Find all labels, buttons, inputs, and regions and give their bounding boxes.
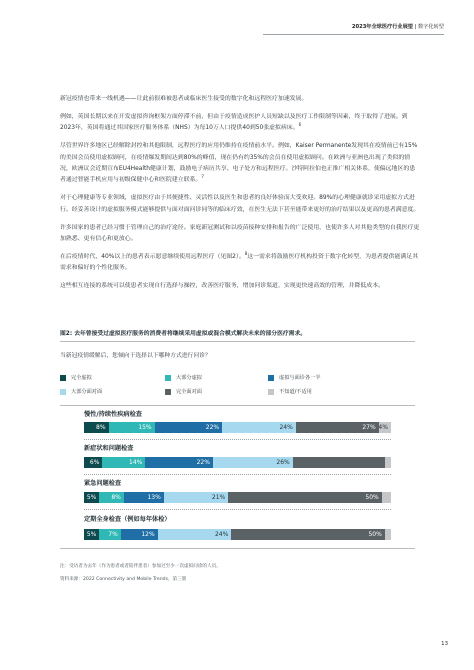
paragraph-2-text: 例如，英国长期以来在开发虚拟咨询框架方面停滞不前，但由于疫情造成医护人员短缺以及医疗工作限制等因素，终于取得了进展。到2023年，英国将通过其国家医疗服务体系（NHS）为每10万人口提供40到50张虚拟病床。 (60, 113, 408, 132)
legend-swatch (60, 375, 66, 381)
stacked-bar (84, 529, 391, 540)
paragraph-7: 这些相互连接的系统可以使患者实现自行选择与操控，改善医疗服务，增加问诊渠道，实现更快速高效的管理，并降低成本。 (60, 283, 384, 290)
data-label: 50% (368, 531, 382, 538)
bar-segment (155, 422, 223, 433)
header-separator: | (413, 24, 419, 30)
paragraph-4: 对于心理健康等专业领域，虚拟医疗由于其便捷性、灵活性以及医生和患者的良好体验而大受欢迎。89%的心理健康就诊采用虚拟方式进行。经妥善设计的虚拟服务模式能够提供与面对面问诊同等的临床疗效，在医生无法下甚至能带来更好的治疗结果以及更高的患者满意度。 (60, 195, 420, 213)
data-label: 50% (365, 494, 379, 501)
category-label: 新症状和问题检查 (84, 445, 134, 452)
survey-question: 当新冠疫情缓解后，您倾向于选择以下哪种方式进行问诊？ (60, 353, 211, 359)
bar-segment (228, 492, 382, 503)
bar-segment (145, 457, 213, 468)
row-divider (84, 474, 391, 475)
data-label: 13% (147, 494, 161, 501)
data-label: 5% (86, 494, 97, 501)
legend-item-full-in-person (165, 388, 202, 395)
data-label: 14% (129, 459, 143, 466)
bar-segment (164, 492, 228, 503)
legend-label: 虚拟与面诊各一半 (279, 375, 321, 381)
data-label: 24% (279, 424, 293, 431)
paragraph-2 (60, 112, 420, 135)
paragraph-6-text-a: 在后疫情时代，40%以上的患者表示愿意继续使用远程医疗（见图2）。 (60, 253, 245, 260)
category-label: 慢性/持续性疾病检查 (84, 411, 142, 418)
bar-segment (222, 422, 296, 433)
row-divider (84, 439, 391, 440)
bar-segment (213, 457, 293, 468)
data-label: 8% (96, 424, 106, 431)
bar-segment (84, 492, 99, 503)
paragraph-3-text: 尽管世界许多地区已经解除封控和其他限制，远程医疗的应用仍维持在疫情前水平。例如，Kaiser Permanente发现其在疫情前已有15%的美国会员使用虚拟顾问，在疫情爆发期间达到80%的峰值，现在仍有约35%的会员在使用虚拟顾问。在欧洲与亚洲也出现了类似的情况，欧洲议会近期宣布EU4Health健康计划，鼓励电子病历共享、电子处方和远程医疗。沙特阿拉伯也正推广相关体系，使偏远地区的患者通过智能手机应用与初级保健中心和医院建立联系。 (60, 143, 418, 184)
data-label: 15% (138, 424, 152, 431)
stacked-bar (84, 457, 391, 468)
data-label: 26% (276, 459, 290, 466)
category-label: 紧急问题检查 (84, 480, 122, 487)
legend-swatch (268, 375, 274, 381)
chart-legend (60, 374, 415, 402)
figure-title (60, 328, 430, 337)
bar-segment (385, 529, 391, 540)
footnote-ref-7: 7 (201, 174, 204, 180)
paragraph-3 (60, 141, 420, 187)
data-label: 4% (378, 424, 388, 431)
legend-swatch (268, 389, 274, 395)
legend-swatch (165, 375, 171, 381)
footnote-ref-6: 6 (298, 122, 302, 128)
data-label: 5% (86, 531, 97, 538)
chart-top-rule (60, 405, 415, 406)
legend-item-half (268, 374, 321, 381)
stacked-bar (84, 422, 391, 433)
legend-label: 完全虚拟 (71, 375, 92, 381)
page-number: 13 (441, 641, 448, 647)
bar-segment (382, 492, 391, 503)
legend-item-full-virtual (60, 374, 92, 381)
figure-number: 图2: (60, 331, 73, 337)
bar-segment (124, 492, 164, 503)
data-label: 27% (362, 424, 376, 431)
data-label: 21% (211, 494, 226, 501)
legend-swatch (165, 389, 171, 395)
bar-segment (99, 492, 124, 503)
paragraph-1: 新冠疫情也带来一线机遇——让此前很难被患者或临床医生接受的数字化和远程医疗加速发展。 (60, 96, 308, 102)
legend-label: 大部分面对面 (71, 389, 103, 395)
figure-rule-top (60, 341, 415, 342)
figure-caption: 去年曾接受过虚拟医疗服务的消费者将继续采用虚拟或混合模式解决未来的部分医疗需求。 (74, 331, 307, 337)
legend-item-unknown (268, 388, 312, 395)
paragraph-6-text-b: 这一需求将鼓励医疗机构投资于数字化转型，为患者提供能满足其需求和偏好的个性化服务。 (60, 253, 419, 272)
legend-item-mostly-in-person (60, 388, 102, 395)
category-label: 定期全身检查（例如每年体检） (84, 516, 171, 523)
bar-segment (99, 529, 120, 540)
legend-swatch (60, 389, 66, 395)
running-header (352, 23, 444, 30)
bar-segment (109, 422, 155, 433)
body-text (60, 94, 420, 299)
data-label: 6% (89, 459, 100, 466)
data-label: 8% (111, 494, 121, 501)
bar-segment (158, 529, 232, 540)
row-divider (84, 509, 391, 510)
stacked-bar (84, 492, 391, 503)
bar-segment (121, 529, 158, 540)
bar-segment (84, 529, 99, 540)
legend-item-mostly-virtual (165, 374, 202, 381)
figure-footnote: 注：受访者为去年（作为患者或者陪伴患者）参加过至少一次虚拟问诊的人员。 (60, 564, 221, 569)
bar-segment (296, 422, 379, 433)
data-label: 22% (205, 424, 220, 431)
bar-segment (84, 422, 109, 433)
bar-segment (379, 422, 391, 433)
data-label: 24% (214, 531, 229, 538)
section-name: 数字化转型 (418, 24, 444, 30)
header-rule (263, 34, 444, 35)
bar-segment (385, 457, 391, 468)
chart-bottom-rule (60, 548, 415, 549)
data-label: 7% (108, 531, 118, 538)
report-title: 2023年全球医疗行业展望 (351, 24, 413, 30)
bar-segment (231, 529, 385, 540)
bar-segment (102, 457, 145, 468)
legend-label: 大部分虚拟 (176, 375, 202, 381)
bar-segment (293, 457, 385, 468)
paragraph-5: 许多国家的患者已经习惯于管理自己的治疗途径。家庭新冠测试和以疫苗接种安排和报告的广泛使用，也使许多人对其他类型的自我医疗更加熟悉、更有信心和更放心。 (60, 224, 420, 243)
footnote-ref-8: 8 (244, 251, 248, 256)
data-label: 22% (196, 459, 210, 466)
bar-segment (84, 457, 102, 468)
figure-source: 资料来源：2022 Connectivity and Mobile Trends，第三版 (60, 577, 187, 582)
data-label: 12% (141, 531, 155, 538)
paragraph-6 (60, 252, 420, 275)
legend-label: 不知道/不适用 (279, 389, 312, 395)
legend-label: 完全面对面 (176, 389, 202, 395)
